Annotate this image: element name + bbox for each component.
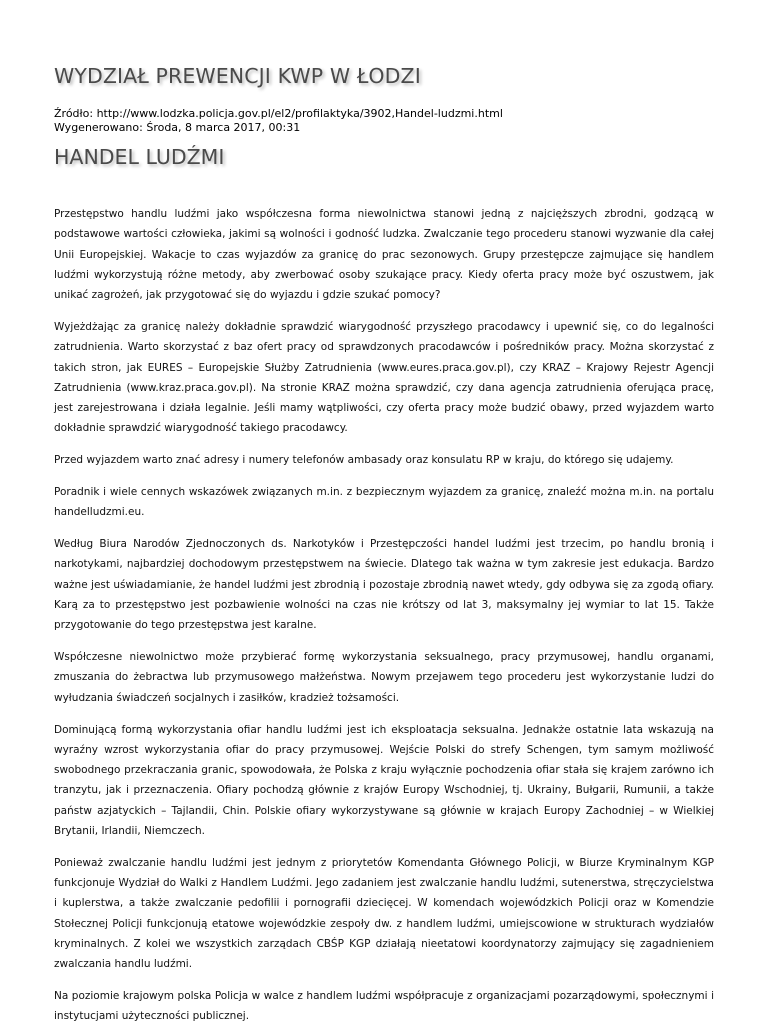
article-title: HANDEL LUDŹMI — [54, 145, 225, 169]
print-meta — [54, 107, 714, 135]
source-url-line: Źródło: http://www.lodzka.policja.gov.pl/el2/profilaktyka/3902,Handel-ludzmi.html — [54, 107, 503, 120]
paragraph: Według Biura Narodów Zjednoczonych ds. Narkotyków i Przestępczości handel ludźmi jest trzecim, po handlu bronią i narkotykami, najbardziej dochodowym przestępstwem na świecie. Dlatego tak ważna w tym zakresie jest edukacja. Bardzo ważne jest uświadamianie, że handel ludźmi jest zbrodnią i pozostaje zbrodnią nawet wtedy, gdy odbywa się za zgodą ofiary. Karą za to przestępstwo jest pozbawienie wolności na czas nie krótszy od lat 3, maksymalny jej wymiar to lat 15. Także przygotowanie do tego przestępstwa jest karalne. — [54, 538, 714, 632]
paragraph: Wyjeżdżając za granicę należy dokładnie sprawdzić wiarygodność przyszłego pracodawcy i upewnić się, co do legalności zatrudnienia. Warto skorzystać z baz ofert pracy od sprawdzonych pracodawców i pośredników pracy. Można skorzystać z takich stron, jak EURES – Europejskie Służby Zatrudnienia (www.eures.praca.gov.pl), czy KRAZ – Krajowy Rejestr Agencji Zatrudnienia (www.kraz.praca.gov.pl). Na stronie KRAZ można sprawdzić, czy dana agencja zatrudnienia oferująca pracę, jest zarejestrowana i działa legalnie. Jeśli mamy wątpliwości, czy oferta pracy może budzić obawy, przed wyjazdem warto dokładnie sprawdzić wiarygodność takiego pracodawcy. — [54, 320, 714, 435]
paragraph: Na poziomie krajowym polska Policja w walce z handlem ludźmi współpracuje z organizacjami pozarządowymi, społecznymi i instytucjami użyteczności publicznej. — [54, 990, 714, 1023]
paragraph: Poradnik i wiele cennych wskazówek związanych m.in. z bezpiecznym wyjazdem za granicę, znaleźć można m.in. na portalu handelludzmi.eu. — [54, 486, 714, 519]
paragraph: Przed wyjazdem warto znać adresy i numery telefonów ambasady oraz konsulatu RP w kraju, do którego się udajemy. — [54, 454, 674, 467]
paragraph: Przestępstwo handlu ludźmi jako współczesna forma niewolnictwa stanowi jedną z najcięższych zbrodni, godzącą w podstawowe wartości człowieka, jakimi są wolności i godność ludzka. Zwalczanie tego procederu stanowi wyzwanie dla całej Unii Europejskiej. Wakacje to czas wyjazdów za granicę do prac sezonowych. Grupy przestępcze zajmujące się handlem ludźmi wykorzystują różne metody, aby zwerbować osoby szukające pracy. Kiedy oferta pracy może być oszustwem, jak unikać zagrożeń, jak przygotować się do wyjazdu i gdzie szukać pomocy? — [54, 208, 714, 302]
site-title: WYDZIAŁ PREWENCJI KWP W ŁODZI — [54, 64, 421, 88]
paragraph: Ponieważ zwalczanie handlu ludźmi jest jednym z priorytetów Komendanta Głównego Policji, w Biurze Kryminalnym KGP funkcjonuje Wydział do Walki z Handlem Ludźmi. Jego zadaniem jest zwalczanie handlu ludźmi, sutenerstwa, stręczycielstwa i kuplerstwa, a także zwalczanie pedofilii i pornografii dziecięcej. W komendach wojewódzkich Policji oraz w Komendzie Stołecznej Policji funkcjonują etatowe wojewódzkie zespoły dw. z handlem ludźmi, umiejscowione w strukturach wydziałów kryminalnych. Z kolei we wszystkich zarządach CBŚP KGP działają nieetatowi koordynatorzy zajmujący się zagadnieniem zwalczania handlu ludźmi. — [54, 856, 714, 971]
generated-date-line: Wygenerowano: Środa, 8 marca 2017, 00:31 — [54, 121, 301, 134]
paragraph: Dominującą formą wykorzystania ofiar handlu ludźmi jest ich eksploatacja seksualna. Jednakże ostatnie lata wskazują na wyraźny wzrost wykorzystania ofiar do pracy przymusowej. Wejście Polski do strefy Schengen, tym samym możliwość swobodnego przekraczania granic, spowodowała, że Polska z kraju wyłącznie pochodzenia ofiar stała się krajem zarówno ich tranzytu, jak i przeznaczenia. Ofiary pochodzą głównie z krajów Europy Wschodniej, tj. Ukrainy, Bułgarii, Rumunii, a także państw azjatyckich – Tajlandii, Chin. Polskie ofiary wykorzystywane są głównie w krajach Europy Zachodniej – w Wielkiej Brytanii, Irlandii, Niemczech. — [54, 723, 714, 838]
article-body — [54, 204, 714, 1027]
paragraph: Współczesne niewolnictwo może przybierać formę wykorzystania seksualnego, pracy przymusowej, handlu organami, zmuszania do żebractwa lub przymusowego małżeństwa. Nowym przejawem tego procederu jest wykorzystanie ludzi do wyłudzania świadczeń socjalnych i zasiłków, kradzież tożsamości. — [54, 651, 714, 704]
